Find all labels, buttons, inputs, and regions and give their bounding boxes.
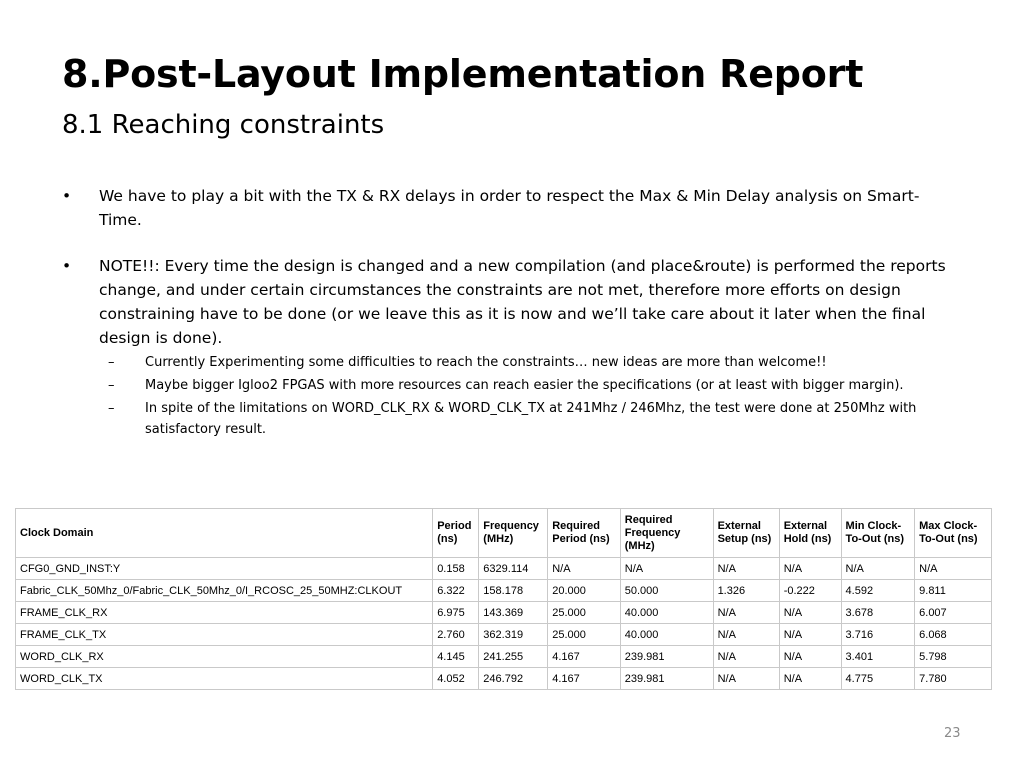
column-header: Clock Domain bbox=[16, 509, 433, 558]
table-cell: N/A bbox=[841, 558, 915, 580]
table-cell: 239.981 bbox=[620, 646, 713, 668]
table-cell: N/A bbox=[779, 602, 841, 624]
sub-bullet-marker: – bbox=[108, 378, 115, 393]
table-cell: 4.052 bbox=[433, 668, 479, 690]
table-cell: WORD_CLK_TX bbox=[16, 668, 433, 690]
table-cell: N/A bbox=[713, 602, 779, 624]
column-header: Required Frequency (MHz) bbox=[620, 509, 713, 558]
table-cell: 6.975 bbox=[433, 602, 479, 624]
table-cell: 6.007 bbox=[915, 602, 992, 624]
table-cell: 239.981 bbox=[620, 668, 713, 690]
table-cell: 4.775 bbox=[841, 668, 915, 690]
table-cell: 246.792 bbox=[479, 668, 548, 690]
bullet-marker: • bbox=[62, 257, 72, 275]
table-cell: 6.322 bbox=[433, 580, 479, 602]
table-cell: N/A bbox=[779, 646, 841, 668]
table-cell: 40.000 bbox=[620, 624, 713, 646]
table-cell: 40.000 bbox=[620, 602, 713, 624]
table-cell: 4.145 bbox=[433, 646, 479, 668]
sub-bullet-item bbox=[108, 352, 952, 373]
table-row bbox=[16, 624, 992, 646]
table-cell: FRAME_CLK_RX bbox=[16, 602, 433, 624]
table-cell: CFG0_GND_INST:Y bbox=[16, 558, 433, 580]
table-cell: 0.158 bbox=[433, 558, 479, 580]
table-row bbox=[16, 602, 992, 624]
column-header: External Hold (ns) bbox=[779, 509, 841, 558]
table-cell: 20.000 bbox=[548, 580, 621, 602]
sub-bullet-text: In spite of the limitations on WORD_CLK_RX & WORD_CLK_TX at 241Mhz / 246Mhz, the test were done at 250Mhz with satisfactory result. bbox=[145, 401, 917, 437]
table-cell: 3.678 bbox=[841, 602, 915, 624]
table-cell: 5.798 bbox=[915, 646, 992, 668]
column-header: Required Period (ns) bbox=[548, 509, 621, 558]
column-header: Frequency (MHz) bbox=[479, 509, 548, 558]
table-cell: 241.255 bbox=[479, 646, 548, 668]
table-header-row bbox=[16, 509, 992, 558]
table-cell: 3.401 bbox=[841, 646, 915, 668]
bullet-text: We have to play a bit with the TX & RX delays in order to respect the Max & Min Delay analysis on Smart-Time. bbox=[99, 187, 920, 229]
column-header: External Setup (ns) bbox=[713, 509, 779, 558]
sub-bullet-item bbox=[108, 398, 952, 440]
table-cell: N/A bbox=[713, 558, 779, 580]
table-cell: N/A bbox=[620, 558, 713, 580]
slide-subtitle: 8.1 Reaching constraints bbox=[62, 110, 385, 140]
bullet-item bbox=[62, 254, 952, 350]
table-cell: 25.000 bbox=[548, 602, 621, 624]
column-header: Max Clock-To-Out (ns) bbox=[915, 509, 992, 558]
table-cell: N/A bbox=[779, 558, 841, 580]
table-cell: FRAME_CLK_TX bbox=[16, 624, 433, 646]
table-row bbox=[16, 580, 992, 602]
sub-bullet-marker: – bbox=[108, 401, 115, 416]
table-cell: N/A bbox=[779, 668, 841, 690]
table-cell: 4.167 bbox=[548, 646, 621, 668]
table-cell: N/A bbox=[713, 624, 779, 646]
table-cell: WORD_CLK_RX bbox=[16, 646, 433, 668]
table-cell: N/A bbox=[915, 558, 992, 580]
column-header: Period (ns) bbox=[433, 509, 479, 558]
bullet-list bbox=[62, 184, 952, 442]
table-cell: 143.369 bbox=[479, 602, 548, 624]
sub-bullet-text: Currently Experimenting some difficulties to reach the constraints… new ideas are more than welcome!! bbox=[145, 355, 827, 370]
bullet-item bbox=[62, 184, 952, 232]
column-header: Min Clock-To-Out (ns) bbox=[841, 509, 915, 558]
table-cell: 6.068 bbox=[915, 624, 992, 646]
table-cell: 362.319 bbox=[479, 624, 548, 646]
table-cell: 3.716 bbox=[841, 624, 915, 646]
table-cell: N/A bbox=[548, 558, 621, 580]
slide-title: 8.Post-Layout Implementation Report bbox=[62, 52, 864, 96]
table-cell: 9.811 bbox=[915, 580, 992, 602]
table-row bbox=[16, 558, 992, 580]
table-cell: 158.178 bbox=[479, 580, 548, 602]
table-cell: 4.167 bbox=[548, 668, 621, 690]
sub-bullet-list bbox=[62, 352, 952, 440]
table-cell: 7.780 bbox=[915, 668, 992, 690]
sub-bullet-item bbox=[108, 375, 952, 396]
bullet-marker: • bbox=[62, 187, 72, 205]
page-number: 23 bbox=[944, 726, 961, 741]
table-cell: 25.000 bbox=[548, 624, 621, 646]
table-cell: Fabric_CLK_50Mhz_0/Fabric_CLK_50Mhz_0/I_RCOSC_25_50MHZ:CLKOUT bbox=[16, 580, 433, 602]
table-cell: 6329.114 bbox=[479, 558, 548, 580]
sub-bullet-text: Maybe bigger Igloo2 FPGAS with more resources can reach easier the specifications (or at least with bigger margin). bbox=[145, 378, 904, 393]
table-cell: 1.326 bbox=[713, 580, 779, 602]
table-cell: -0.222 bbox=[779, 580, 841, 602]
table-cell: N/A bbox=[779, 624, 841, 646]
table-row bbox=[16, 646, 992, 668]
table-cell: N/A bbox=[713, 646, 779, 668]
bullet-text: NOTE!!: Every time the design is changed and a new compilation (and place&route) is performed the reports change, and under certain circumstances the constraints are not met, therefore more efforts on design constraining have to be done (or we leave this as it is now and we’ll take care about it later when the final design is done). bbox=[99, 257, 946, 347]
table-row bbox=[16, 668, 992, 690]
timing-report-table bbox=[15, 508, 992, 690]
table-cell: 50.000 bbox=[620, 580, 713, 602]
table-cell: 2.760 bbox=[433, 624, 479, 646]
table-cell: N/A bbox=[713, 668, 779, 690]
sub-bullet-marker: – bbox=[108, 355, 115, 370]
table-cell: 4.592 bbox=[841, 580, 915, 602]
